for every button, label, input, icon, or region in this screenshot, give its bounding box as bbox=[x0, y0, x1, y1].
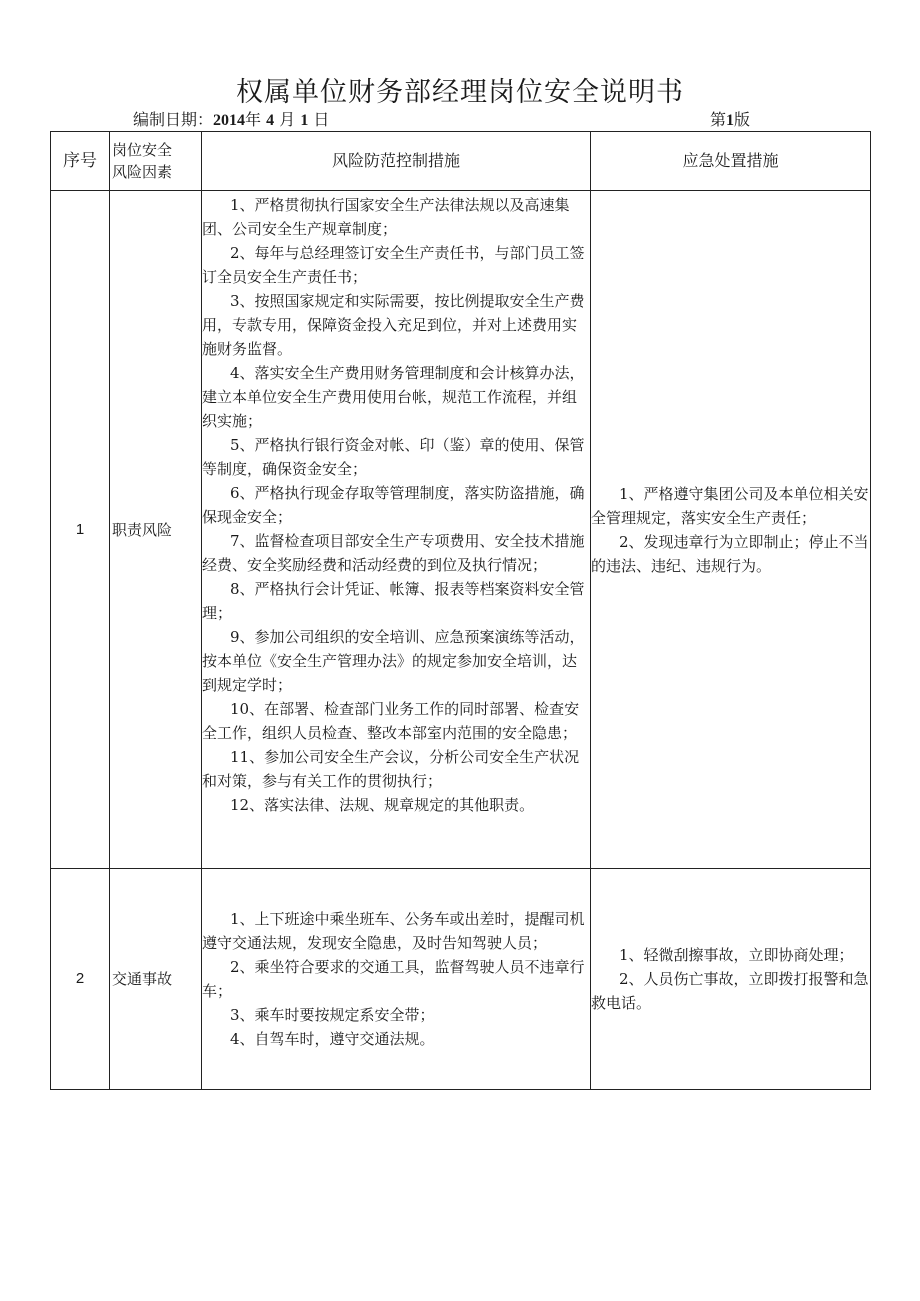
row-seq: 1 bbox=[51, 191, 110, 869]
header-factor-line1: 岗位安全 bbox=[112, 141, 173, 159]
measure-item: 3、乘车时要按规定系安全带； bbox=[230, 1006, 435, 1024]
measures-list bbox=[202, 907, 590, 1051]
measure-item: 3、按照国家规定和实际需要，按比例提取安全生产费用，专款专用，保障资金投入充足到位，并对上述费用实施财务监督。 bbox=[202, 292, 585, 358]
measures-list bbox=[202, 191, 590, 868]
measure-item: 1、严格贯彻执行国家安全生产法律法规以及高速集团、公司安全生产规章制度； bbox=[202, 196, 570, 238]
compile-date-month-unit: 月 bbox=[279, 110, 296, 129]
version bbox=[710, 107, 750, 130]
version-suffix: 版 bbox=[734, 110, 751, 129]
table-header-row bbox=[51, 132, 871, 191]
measure-item: 1、上下班途中乘坐班车、公务车或出差时，提醒司机遵守交通法规，发现安全隐患，及时告知驾驶人员； bbox=[202, 910, 585, 952]
row-measures bbox=[202, 869, 591, 1090]
measure-item: 4、自驾车时，遵守交通法规。 bbox=[230, 1030, 435, 1048]
compile-date-year-unit: 年 bbox=[245, 110, 262, 129]
row-seq: 2 bbox=[51, 869, 110, 1090]
measure-item: 9、参加公司组织的安全培训、应急预案演练等活动，按本单位《安全生产管理办法》的规定参加安全培训，达到规定学时； bbox=[202, 628, 585, 694]
header-measures: 风险防范控制措施 bbox=[202, 132, 591, 191]
measure-item: 2、乘坐符合要求的交通工具，监督驾驶人员不违章行车； bbox=[202, 958, 585, 1000]
measure-item: 12、落实法律、法规、规章规定的其他职责。 bbox=[230, 796, 535, 814]
compile-date-label: 编制日期： bbox=[133, 110, 214, 129]
measure-item: 11、参加公司安全生产会议，分析公司安全生产状况和对策，参与有关工作的贯彻执行； bbox=[202, 748, 580, 790]
measure-item: 8、严格执行会计凭证、帐簿、报表等档案资料安全管理； bbox=[202, 580, 585, 622]
row-emergency bbox=[591, 869, 871, 1090]
measure-item: 2、每年与总经理签订安全生产责任书，与部门员工签订全员安全生产责任书； bbox=[202, 244, 585, 286]
row-emergency bbox=[591, 191, 871, 869]
compile-date-month: 4 bbox=[266, 112, 275, 129]
compile-date-year: 2014 bbox=[213, 112, 246, 129]
header-seq: 序号 bbox=[51, 132, 110, 191]
measure-item: 6、严格执行现金存取等管理制度，落实防盗措施，确保现金安全； bbox=[202, 484, 585, 526]
document-title: 权属单位财务部经理岗位安全说明书 bbox=[236, 77, 684, 108]
version-prefix: 第 bbox=[710, 110, 727, 129]
compile-date bbox=[133, 107, 329, 130]
safety-table bbox=[50, 131, 871, 1090]
measure-item: 5、严格执行银行资金对帐、印（鉴）章的使用、保管等制度，确保资金安全； bbox=[202, 436, 585, 478]
emergency-item: 1、轻微刮擦事故，立即协商处理； bbox=[619, 946, 854, 964]
table-row bbox=[51, 191, 871, 869]
row-factor: 交通事故 bbox=[110, 869, 202, 1090]
row-factor: 职责风险 bbox=[110, 191, 202, 869]
version-number: 1 bbox=[726, 112, 735, 129]
emergency-item: 1、严格遵守集团公司及本单位相关安全管理规定，落实安全生产责任； bbox=[591, 484, 869, 527]
compile-date-day-unit: 日 bbox=[313, 110, 330, 129]
emergency-item: 2、人员伤亡事故，立即拨打报警和急救电话。 bbox=[591, 970, 869, 1012]
measure-item: 7、监督检查项目部安全生产专项费用、安全技术措施经费、安全奖励经费和活动经费的到位及执行情况； bbox=[202, 532, 585, 574]
emergency-item: 2、发现违章行为立即制止；停止不当的违法、违纪、违规行为。 bbox=[591, 532, 869, 575]
compile-date-day: 1 bbox=[300, 112, 309, 129]
row-measures bbox=[202, 191, 591, 869]
measure-item: 10、在部署、检查部门业务工作的同时部署、检查安全工作，组织人员检查、整改本部室内范围的安全隐患； bbox=[202, 700, 580, 742]
measure-item: 4、落实安全生产费用财务管理制度和会计核算办法，建立本单位安全生产费用使用台帐，规范工作流程，并组织实施； bbox=[202, 364, 585, 430]
header-emergency: 应急处置措施 bbox=[591, 132, 871, 191]
table-row bbox=[51, 869, 871, 1090]
header-factor bbox=[110, 132, 202, 191]
header-factor-line2: 风险因素 bbox=[112, 163, 173, 181]
